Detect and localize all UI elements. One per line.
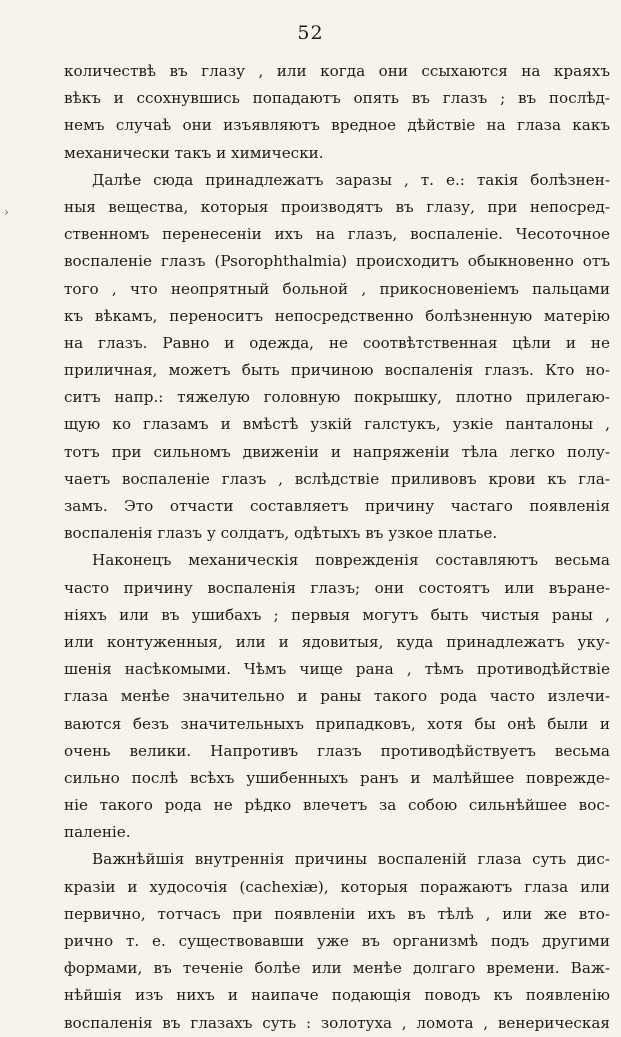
text-line: очень велики. Напротивъ глазъ противодѣйствуетъ весьма (64, 741, 610, 760)
text-line: ваются безъ значительныхъ припадковъ, хотя бы онѣ были и (64, 714, 610, 733)
text-line: ситъ напр.: тяжелую головную покрышку, плотно прилегаю- (64, 388, 610, 407)
text-line: того , что неопрятный больной , прикосновеніемъ пальцами (64, 279, 610, 298)
text-line: первично, тотчасъ при появленіи ихъ въ тѣлѣ , или же вто- (64, 904, 610, 923)
text-line: приличная, можетъ быть причиною воспаленія глазъ. Кто но- (64, 361, 610, 380)
text-line: замъ. Это отчасти составляетъ причину частаго появленія (64, 497, 610, 515)
text-line: вѣкъ и ссохнувшись попадаютъ опять въ глазъ ; въ послѣд- (64, 89, 610, 108)
text-line: Наконецъ механическія поврежденія составляютъ весьма (92, 551, 610, 570)
text-line: воспаленія глазъ у солдатъ, одѣтыхъ въ узкое платье. (64, 524, 498, 543)
text-line: тотъ при сильномъ движеніи и напряженіи тѣла легко полу- (64, 442, 610, 461)
text-line: паленіе. (64, 823, 131, 842)
text-line: немъ случаѣ они изъявляютъ вредное дѣйствіе на глаза какъ (64, 116, 610, 135)
text-line: формами, въ теченіе болѣе или менѣе долгаго времени. Важ- (64, 959, 610, 978)
text-line: рично т. е. существовавши уже въ организмѣ подъ другими (64, 932, 610, 950)
text-line: щую ко глазамъ и вмѣстѣ узкій галстукъ, узкіе панталоны , (64, 415, 610, 434)
text-line: кразіи и худосочія (cachexiæ), которыя поражаютъ глаза или (64, 877, 610, 896)
page-number: 52 (297, 22, 324, 44)
text-line: нѣйшія изъ нихъ и наипаче подающія поводъ къ появленію (64, 986, 610, 1005)
text-line: сильно послѣ всѣхъ ушибенныхъ ранъ и малѣйшее поврежде- (64, 768, 610, 787)
text-line: или контуженныя, или и ядовитыя, куда принадлежатъ уку- (64, 632, 610, 651)
text-line: ніе такого рода не рѣдко влечетъ за собою сильнѣйшее вос- (64, 796, 610, 815)
text-line: Далѣе сюда принадлежатъ заразы , т. е.: такія болѣзнен- (92, 170, 610, 189)
text-line: ніяхъ или въ ушибахъ ; первыя могутъ быть чистыя раны , (64, 605, 610, 624)
text-line: воспаленія въ глазахъ суть : золотуха , ломота , венерическая (64, 1013, 610, 1032)
text-line: ственномъ перенесеніи ихъ на глазъ, воспаленіе. Чесоточное (64, 225, 610, 244)
text-line: чаетъ воспаленіе глазъ , вслѣдствіе приливовъ крови къ гла- (64, 469, 610, 488)
text-line: Важнѣйшія внутреннія причины воспаленій глаза суть дис- (92, 850, 610, 869)
text-line: глаза менѣе значительно и раны такого рода часто излечи- (64, 687, 610, 706)
text-line: воспаленіе глазъ (Psorophthalmia) происходитъ обыкновенно отъ (64, 252, 610, 271)
text-line: ныя вещества, которыя производятъ въ глазу, при непосред- (64, 197, 610, 216)
text-line: часто причину воспаленія глазъ; они состоятъ или въране- (64, 578, 610, 597)
text-line: количествѣ въ глазу , или когда они ссыхаются на краяхъ (64, 62, 610, 80)
margin-mark: › (4, 205, 9, 219)
text-line: къ вѣкамъ, переноситъ непосредственно болѣзненную матерію (64, 306, 610, 325)
text-line: на глазъ. Равно и одежда, не соотвѣтственная цѣли и не (64, 333, 610, 352)
text-body (64, 58, 610, 1037)
text-line: шенія насѣкомыми. Чѣмъ чище рана , тѣмъ противодѣйствіе (64, 660, 610, 679)
text-line: механически такъ и химически. (64, 143, 324, 162)
